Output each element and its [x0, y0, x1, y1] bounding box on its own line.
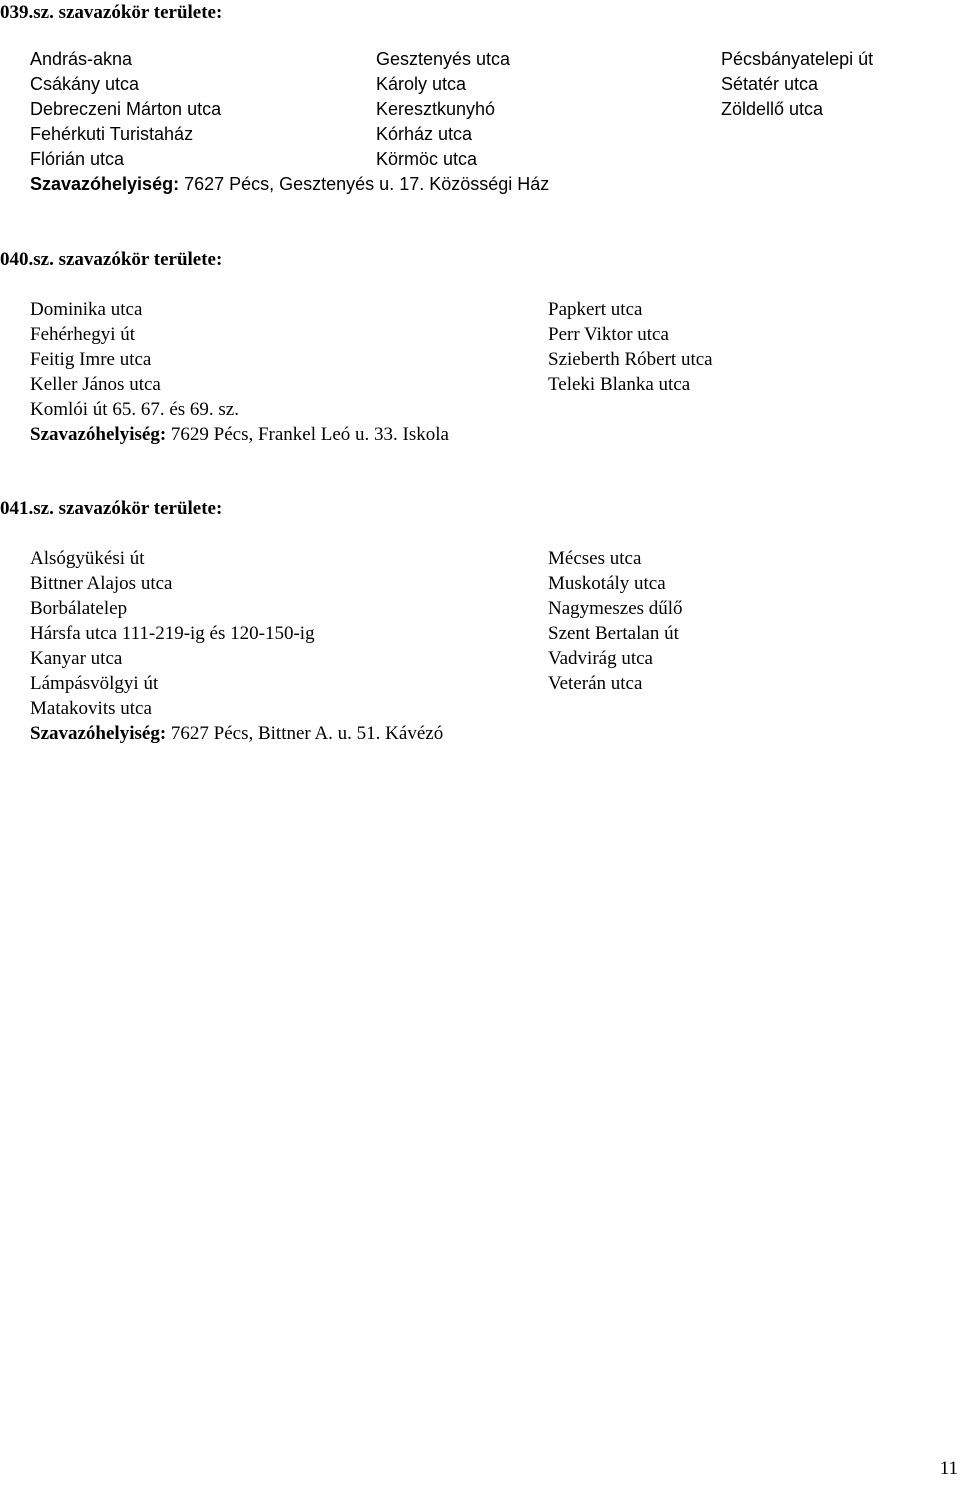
street-item: Lámpásvölgyi út: [30, 673, 159, 694]
street-column-1: [30, 297, 239, 422]
street-column-1: [30, 47, 221, 172]
street-item: Csákány utca: [30, 74, 140, 94]
street-item: Alsógyükési út: [30, 548, 145, 569]
street-item: Szent Bertalan út: [548, 623, 679, 644]
polling-location-address: 7627 Pécs, Bittner A. u. 51. Kávézó: [170, 723, 444, 744]
street-column-2: [548, 546, 683, 696]
street-item: Teleki Blanka utca: [548, 374, 691, 395]
street-item: Nagymeszes dűlő: [548, 598, 683, 619]
street-item: Hársfa utca 111-219-ig és 120-150-ig: [30, 623, 315, 644]
street-item: Kórház utca: [376, 124, 473, 144]
street-item: Muskotály utca: [548, 573, 666, 594]
polling-location: [30, 422, 449, 447]
street-item: Komlói út 65. 67. és 69. sz.: [30, 399, 239, 420]
street-item: Feitig Imre utca: [30, 349, 152, 370]
section-heading: 040.sz. szavazókör területe:: [0, 249, 223, 270]
street-item: Papkert utca: [548, 299, 643, 320]
street-item: Borbálatelep: [30, 598, 128, 619]
page-number: 11: [939, 1458, 958, 1479]
street-item: Gesztenyés utca: [376, 49, 511, 69]
street-item: Keller János utca: [30, 374, 161, 395]
street-item: András-akna: [30, 49, 133, 69]
street-item: Fehérkuti Turistaház: [30, 124, 194, 144]
street-item: Perr Viktor utca: [548, 324, 669, 345]
street-column-1: [30, 546, 315, 721]
street-item: Károly utca: [376, 74, 467, 94]
street-item: Körmöc utca: [376, 149, 478, 169]
street-item: Sétatér utca: [721, 74, 819, 94]
street-item: Matakovits utca: [30, 698, 152, 719]
polling-location-label: Szavazóhelyiség:: [30, 723, 167, 744]
street-item: Zöldellő utca: [721, 99, 824, 119]
polling-location: [30, 721, 443, 746]
street-column-2: [376, 47, 510, 172]
polling-location-address: 7627 Pécs, Gesztenyés u. 17. Közösségi Ház: [184, 174, 550, 194]
street-column-3: [721, 47, 873, 122]
section-heading: 041.sz. szavazókör területe:: [0, 498, 223, 519]
street-column-2: [548, 297, 713, 397]
street-item: Pécsbányatelepi út: [721, 49, 874, 69]
street-item: Dominika utca: [30, 299, 143, 320]
street-item: Szieberth Róbert utca: [548, 349, 713, 370]
street-item: Mécses utca: [548, 548, 642, 569]
section-heading: 039.sz. szavazókör területe:: [0, 2, 223, 23]
polling-location-label: Szavazóhelyiség:: [30, 174, 180, 194]
street-item: Debreczeni Márton utca: [30, 99, 222, 119]
street-item: Kanyar utca: [30, 648, 123, 669]
street-item: Bittner Alajos utca: [30, 573, 173, 594]
street-item: Vadvirág utca: [548, 648, 653, 669]
polling-location: [30, 172, 549, 197]
street-item: Flórián utca: [30, 149, 125, 169]
polling-location-label: Szavazóhelyiség:: [30, 424, 167, 445]
street-item: Fehérhegyi út: [30, 324, 136, 345]
polling-location-address: 7629 Pécs, Frankel Leó u. 33. Iskola: [170, 424, 449, 445]
street-item: Keresztkunyhó: [376, 99, 496, 119]
street-item: Veterán utca: [548, 673, 643, 694]
